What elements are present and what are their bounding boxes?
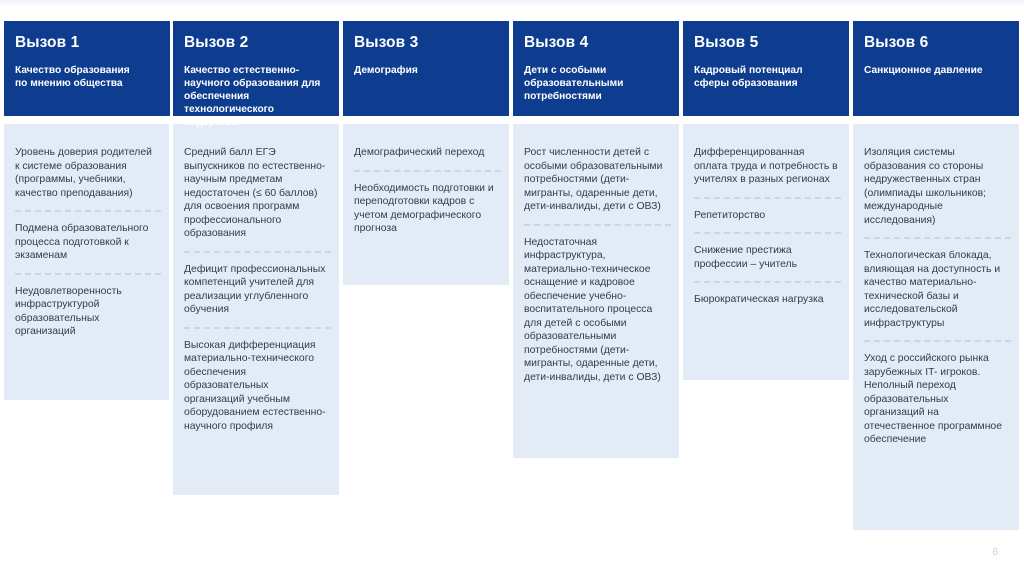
challenge-item: Необходимость подготовки и переподготовки кадров с учетом демографического прогноза	[354, 182, 494, 234]
challenge-subtitle: Санкционное давление	[864, 65, 983, 76]
challenge-subtitle: Качество естественно-научного образования для обеспечения технологического лидерства	[184, 65, 321, 128]
challenge-header	[513, 21, 679, 116]
challenge-header	[683, 21, 849, 116]
challenge-item: Демографический переход	[354, 147, 485, 158]
challenge-subtitle: Кадровый потенциал сферы образования	[694, 65, 803, 89]
challenge-item: Неудовлетворенность инфраструктурой образовательных организаций	[15, 285, 122, 337]
item-divider	[864, 340, 1011, 342]
challenge-item: Уровень доверия родителей к системе образования (программы, учебники, качество преподавания)	[15, 147, 152, 199]
challenge-item: Технологическая блокада, влияющая на доступность и качество материально-технической базы и исследовательской инфраструктуры	[864, 250, 1001, 329]
challenge-title: Вызов 3	[354, 34, 419, 51]
item-divider	[694, 232, 841, 234]
item-divider	[15, 273, 161, 275]
item-divider	[184, 251, 331, 253]
challenge-column-5	[683, 21, 849, 380]
top-rule	[0, 0, 1024, 6]
challenge-item: Дифференцированная оплата труда и потребность в учителях в разных регионах	[694, 147, 838, 185]
challenge-body	[853, 124, 1019, 530]
challenge-item: Дефицит профессиональных компетенций учителей для реализации углубленного обучения	[184, 263, 326, 315]
challenge-body	[4, 124, 169, 400]
item-divider	[524, 224, 671, 226]
item-divider	[354, 170, 501, 172]
challenge-item: Недостаточная инфраструктура, материально-техническое оснащение и кадровое обеспечение учебно-воспитательного процесса для детей с особыми образовательными потребностями (дети-мигранты, одаренные дети, дети-инвалиды, дети с ОВЗ)	[524, 236, 661, 383]
item-divider	[15, 210, 161, 212]
item-divider	[694, 197, 841, 199]
challenge-header	[173, 21, 339, 128]
item-divider	[184, 327, 331, 329]
challenge-title: Вызов 5	[694, 34, 759, 51]
challenge-item: Высокая дифференциация материально-технического обеспечения образовательных организаций учебным оборудованием естественно-научного профиля	[184, 339, 326, 432]
challenge-item: Изоляция системы образования со стороны недружественных стран (олимпиады школьников; международные исследования)	[864, 147, 987, 226]
challenge-title: Вызов 6	[864, 34, 929, 51]
challenge-column-6	[853, 21, 1019, 530]
challenge-title: Вызов 2	[184, 34, 249, 51]
challenge-subtitle: Дети с особыми образовательными потребностями	[524, 65, 624, 102]
challenge-column-1	[4, 21, 170, 400]
challenge-column-3	[343, 21, 509, 285]
challenge-subtitle: Демография	[354, 65, 418, 76]
challenge-column-2	[173, 21, 339, 495]
challenge-subtitle: Качество образования по мнению общества	[15, 65, 130, 89]
challenge-item: Снижение престижа профессии – учитель	[694, 245, 798, 270]
challenge-header	[343, 21, 509, 116]
challenge-body	[173, 124, 339, 495]
challenge-body	[513, 124, 679, 458]
challenge-item: Репетиторство	[694, 209, 766, 221]
challenge-header	[4, 21, 170, 116]
page-number: 6	[992, 547, 998, 558]
challenge-item: Бюрократическая нагрузка	[694, 294, 824, 305]
challenge-item: Подмена образовательного процесса подготовкой к экзаменам	[15, 223, 149, 261]
challenge-body	[343, 124, 509, 285]
challenge-column-4	[513, 21, 679, 458]
challenge-body	[683, 124, 849, 380]
challenge-item: Средний балл ЕГЭ выпускников по естественно-научным предметам недостаточен (≤ 60 баллов) для освоения программ профессионального образования	[184, 147, 326, 239]
challenge-item: Уход с российского рынка зарубежных IT- игроков. Неполный переход образовательных организаций на отечественное программное обеспечение	[864, 353, 1002, 445]
challenge-title: Вызов 4	[524, 34, 589, 51]
item-divider	[864, 237, 1011, 239]
challenge-title: Вызов 1	[15, 34, 80, 51]
challenge-item: Рост численности детей с особыми образовательными потребностями (дети-мигранты, одаренные дети, дети-инвалиды, дети с ОВЗ)	[524, 147, 663, 212]
item-divider	[694, 281, 841, 283]
challenge-header	[853, 21, 1019, 116]
